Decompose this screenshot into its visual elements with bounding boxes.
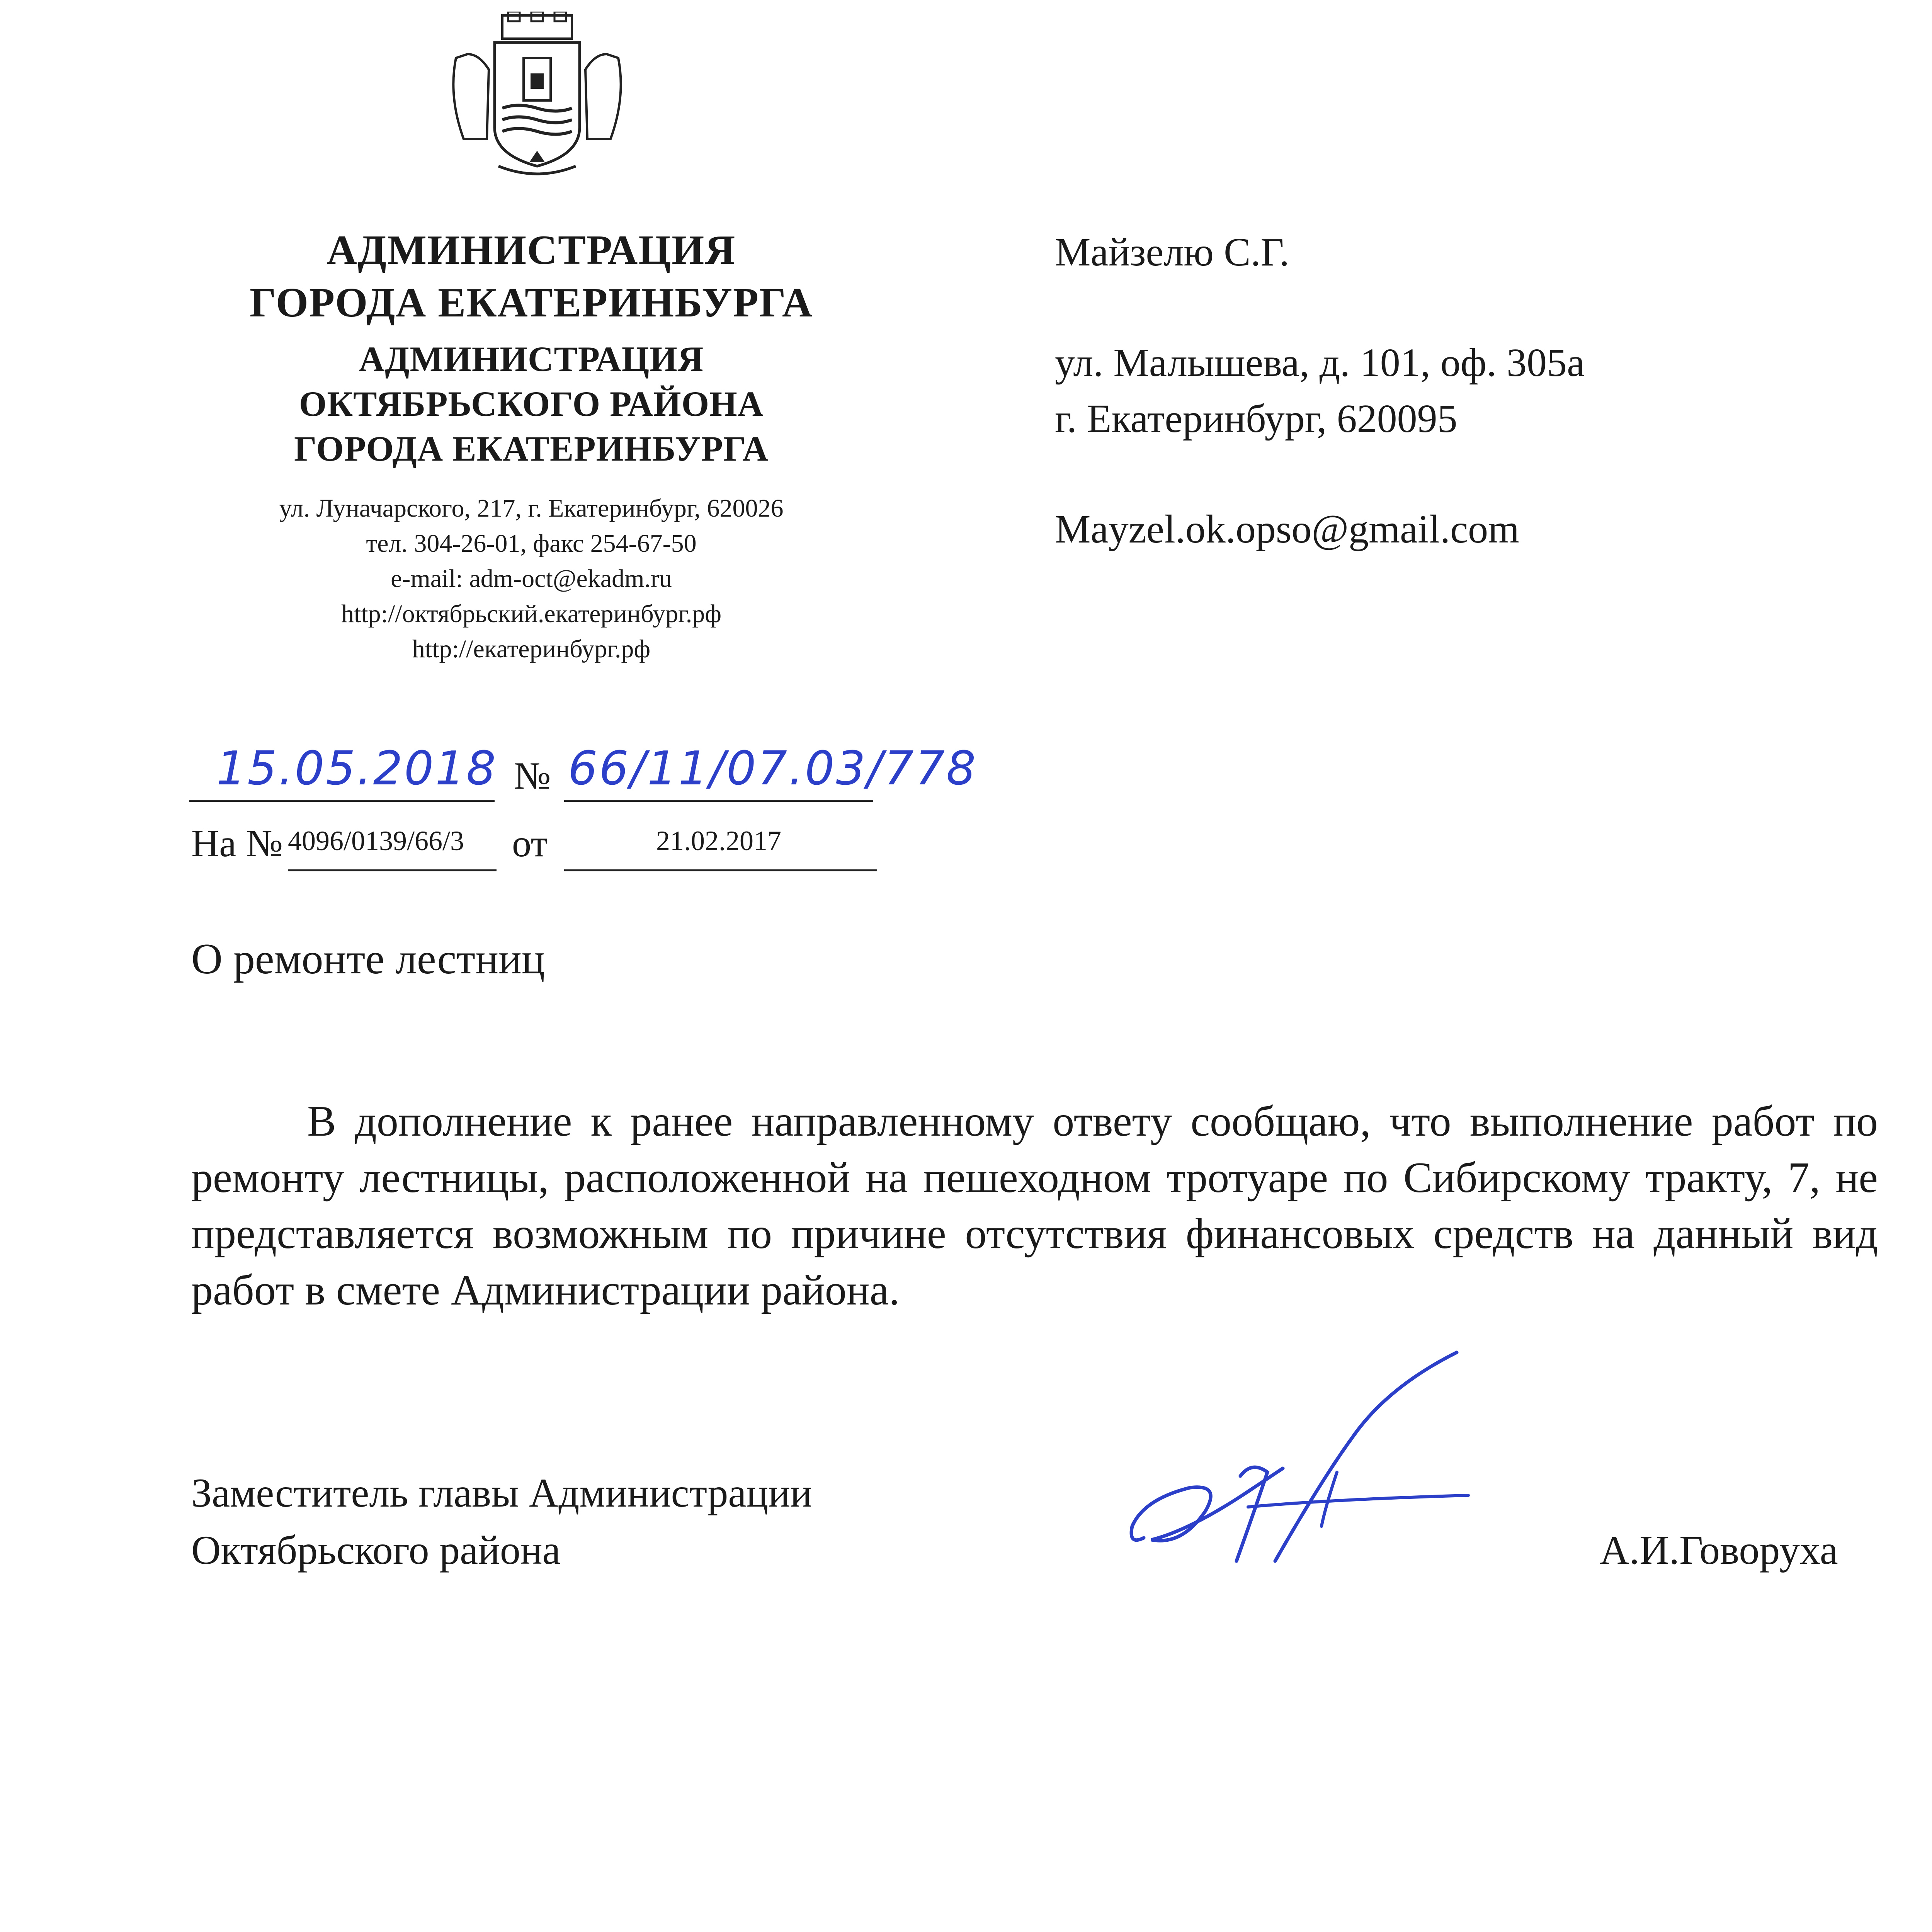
reply-prefix: На № xyxy=(191,822,283,865)
contact-phone: тел. 304-26-01, факс 254-67-50 xyxy=(366,529,697,558)
recipient-email: Mayzel.ok.opso@gmail.com xyxy=(1055,507,1519,551)
handwritten-signature-icon xyxy=(1121,1345,1488,1584)
reply-number: 4096/0139/66/3 xyxy=(288,825,464,856)
handwritten-date: 15.05.2018 xyxy=(216,742,498,796)
signer-name: А.И.Говоруха xyxy=(1600,1527,1838,1573)
org-title-line-2: ГОРОДА ЕКАТЕРИНБУРГА xyxy=(250,280,813,326)
signer-position-line-2: Октябрьского района xyxy=(191,1527,561,1573)
letter-body-paragraph: В дополнение к ранее направленному ответу сообщаю, что выполнение работ по ремонту лестницы, расположенной на пешеходном тротуаре по Сибирскому тракту, 7, не представляется возможным по причине отсутствия финансовых средств на данный вид работ в смете Администрации района. xyxy=(191,1097,1878,1314)
letter-subject: О ремонте лестниц xyxy=(191,935,545,983)
reply-date: 21.02.2017 xyxy=(656,825,781,856)
organization-header xyxy=(147,224,916,667)
org-title-line-1: АДМИНИСТРАЦИЯ xyxy=(327,227,736,273)
recipient-address-line-2: г. Екатеринбург, 620095 xyxy=(1055,396,1458,441)
number-sign: № xyxy=(514,754,551,797)
contact-email: e-mail: adm-oct@ekadm.ru xyxy=(391,565,672,593)
recipient-block xyxy=(1055,224,1905,557)
sub-org-line-3: ГОРОДА ЕКАТЕРИНБУРГА xyxy=(294,429,769,468)
recipient-address-line-1: ул. Малышева, д. 101, оф. 305а xyxy=(1055,340,1585,385)
signer-position xyxy=(191,1464,812,1579)
number-underline xyxy=(564,800,873,802)
recipient-name: Майзелю С.Г. xyxy=(1055,230,1289,274)
sub-org-line-1: АДМИНИСТРАЦИЯ xyxy=(359,339,704,379)
coat-of-arms-icon xyxy=(440,12,634,182)
contact-website-city: http://екатеринбург.рф xyxy=(412,635,651,663)
signer-position-line-1: Заместитель главы Администрации xyxy=(191,1470,812,1515)
reply-date-underline xyxy=(564,869,877,871)
sub-org-line-2: ОКТЯБРЬСКОГО РАЙОНА xyxy=(299,384,764,424)
contact-address: ул. Луначарского, 217, г. Екатеринбург, 620026 xyxy=(279,494,784,522)
handwritten-number: 66/11/07.03/778 xyxy=(568,742,978,796)
date-underline xyxy=(189,800,495,802)
contact-website-district: http://октябрьский.екатеринбург.рф xyxy=(341,600,722,628)
reply-from-word: от xyxy=(512,822,548,865)
reply-number-underline xyxy=(288,869,497,871)
